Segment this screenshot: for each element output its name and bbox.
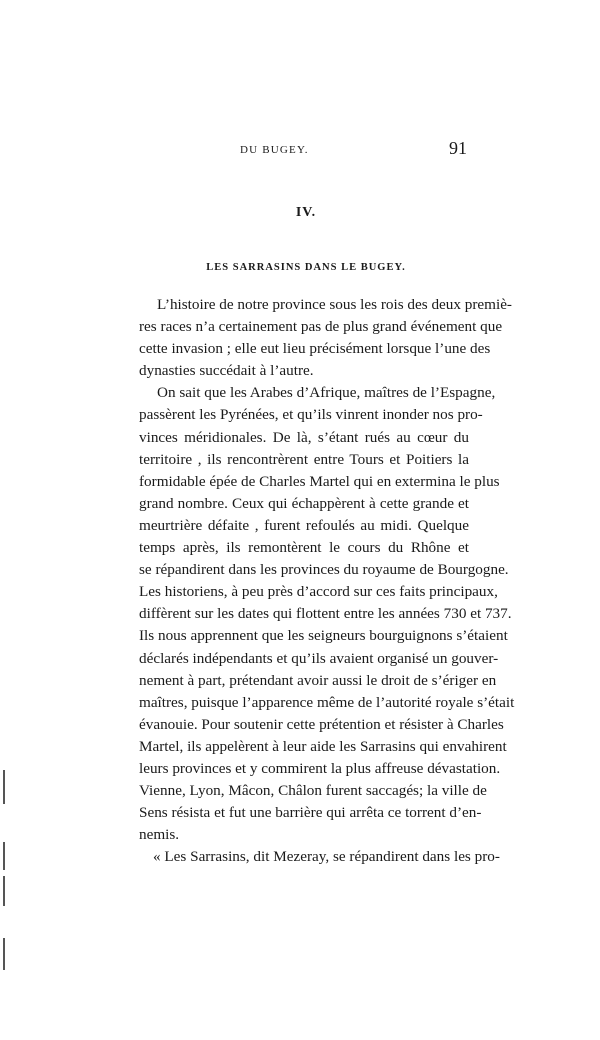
text-line: se répandirent dans les provinces du royaume de Bourgogne. <box>139 561 509 579</box>
text-line: Vienne, Lyon, Mâcon, Châlon furent saccagés; la ville de <box>139 782 487 800</box>
running-head: DU BUGEY. <box>240 144 309 156</box>
margin-scan-mark <box>3 938 5 970</box>
text-line: Les historiens, à peu près d’accord sur ces faits principaux, <box>139 583 498 601</box>
text-line: leurs provinces et y commirent la plus affreuse dévastation. <box>139 759 501 777</box>
text-line: L’histoire de notre province sous les rois des deux premiè- <box>157 296 512 313</box>
margin-scan-mark <box>3 876 5 906</box>
text-line: territoire , ils rencontrèrent entre Tours et Poitiers la <box>139 450 469 468</box>
text-line: grand nombre. Ceux qui échappèrent à cette grande et <box>139 494 469 512</box>
text-line: dynasties succédait à l’autre. <box>139 362 314 380</box>
text-line: « Les Sarrasins, dit Mezeray, se répandirent dans les pro- <box>153 848 500 866</box>
margin-scan-mark <box>3 770 5 804</box>
text-line: temps après, ils remontèrent le cours du Rhône et <box>139 539 469 557</box>
text-line: formidable épée de Charles Martel qui en extermina le plus <box>139 472 500 490</box>
text-line: Martel, ils appelèrent à leur aide les Sarrasins qui envahirent <box>139 737 507 755</box>
text-line: Ils nous apprennent que les seigneurs bourguignons s’étaient <box>139 627 508 645</box>
body-text <box>139 294 515 868</box>
chapter-title: LES SARRASINS DANS LE BUGEY. <box>206 262 406 273</box>
text-line: vinces méridionales. De là, s’étant rués au cœur du <box>139 428 469 446</box>
page-number: 91 <box>449 138 467 158</box>
text-line: passèrent les Pyrénées, et qu’ils vinrent inonder nos pro- <box>139 406 483 424</box>
text-line: nement à part, prétendant avoir aussi le droit de s’ériger en <box>139 671 497 689</box>
text-line: res races n’a certainement pas de plus grand événement que <box>139 318 503 336</box>
text-line: On sait que les Arabes d’Afrique, maîtres de l’Espagne, <box>157 384 496 402</box>
text-line: maîtres, puisque l’apparence même de l’autorité royale s’était <box>139 693 515 711</box>
margin-scan-mark <box>3 842 5 870</box>
text-line: évanouie. Pour soutenir cette prétention et résister à Charles <box>139 715 504 733</box>
text-line: cette invasion ; elle eut lieu précisément lorsque l’une des <box>139 340 491 358</box>
text-line: meurtrière défaite , furent refoulés au midi. Quelque <box>139 516 469 534</box>
text-line: déclarés indépendants et qu’ils avaient organisé un gouver- <box>139 649 499 667</box>
chapter-number: IV. <box>295 205 317 220</box>
text-line: diffèrent sur les dates qui flottent entre les années 730 et 737. <box>139 605 512 623</box>
text-line: nemis. <box>139 826 180 844</box>
text-line: Sens résista et fut une barrière qui arrêta ce torrent d’en- <box>139 804 482 822</box>
